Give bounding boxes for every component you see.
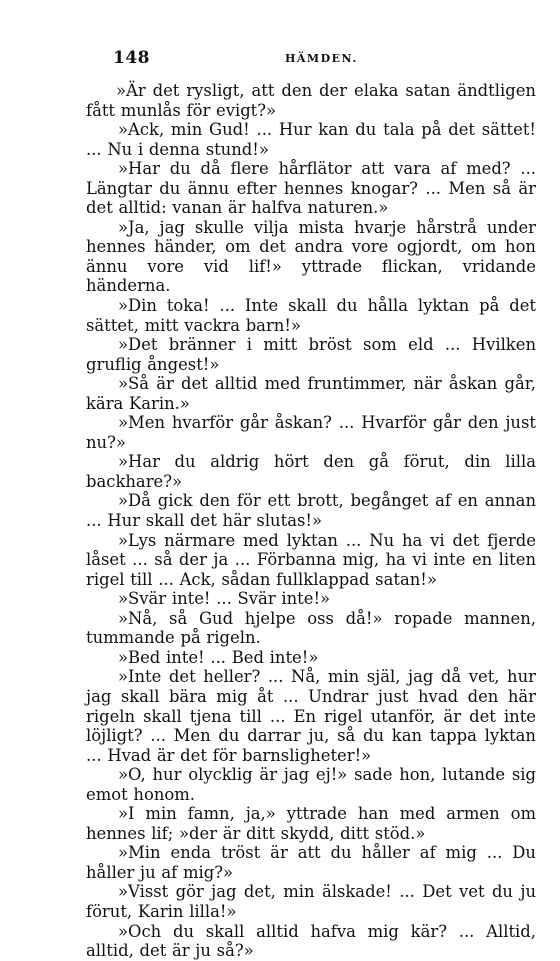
paragraph: »Din toka! ... Inte skall du hålla lyktan på det sättet, mitt vackra barn!»: [86, 296, 536, 335]
paragraph: »Så är det alltid med fruntimmer, när åskan går, kära Karin.»: [86, 374, 536, 413]
paragraph: »Inte det heller? ... Nå, min själ, jag då vet, hur jag skall bära mig åt ... Undrar just hvad den här rigeln skall tjena till ... En rigel utanför, är det inte löjligt? ... Men du darrar ju, så du kan tappa lyktan ... Hvad är det för barnsligheter!»: [86, 667, 536, 765]
paragraph: »Har du aldrig hört den gå förut, din lilla backhare?»: [86, 452, 536, 491]
paragraph: »Min enda tröst är att du håller af mig ... Du håller ju af mig?»: [86, 843, 536, 882]
paragraph: »Men hvarför går åskan? ... Hvarför går den just nu?»: [86, 413, 536, 452]
page-number: 148: [113, 48, 150, 68]
paragraph: »Ack, min Gud! ... Hur kan du tala på det sättet! ... Nu i denna stund!»: [86, 120, 536, 159]
paragraph: »Har du då flere hårflätor att vara af med? ... Längtar du ännu efter hennes knogar? ... Men så är det alltid: vanan är halfva naturen.»: [86, 159, 536, 218]
running-title: HÄMDEN.: [285, 52, 358, 65]
paragraph: »Då gick den för ett brott, begånget af en annan ... Hur skall det här slutas!»: [86, 491, 536, 531]
paragraph: »I min famn, ja,» yttrade han med armen om hennes lif; »der är ditt skydd, ditt stöd.»: [86, 804, 536, 843]
paragraph: »Det bränner i mitt bröst som eld ... Hvilken gruflig ångest!»: [86, 335, 536, 374]
paragraph: »Lys närmare med lyktan ... Nu ha vi det fjerde låset ... så der ja ... Förbanna mig, ha vi inte en liten rigel till ... Ack, sådan fullklappad satan!»: [86, 530, 536, 589]
paragraph: »Nå, så Gud hjelpe oss då!» ropade mannen, tummande på rigeln.: [86, 608, 536, 648]
paragraph: »Bed inte! ... Bed inte!»: [118, 647, 319, 667]
paragraph: »Är det rysligt, att den der elaka satan ändtligen fått munlås för evigt?»: [86, 81, 536, 120]
body-text: [86, 81, 536, 961]
paragraph: »Och du skall alltid hafva mig kär? ... Alltid, alltid, det är ju så?»: [86, 921, 536, 961]
paragraph: »Svär inte! ... Svär inte!»: [118, 589, 331, 609]
paragraph: »Ja, jag skulle vilja mista hvarje hårstrå under hennes händer, om det andra vore ogjordt, om hon ännu vore vid lif!» yttrade flickan, vridande händerna.: [86, 217, 536, 296]
paragraph: »Visst gör jag det, min älskade! ... Det vet du ju förut, Karin lilla!»: [86, 882, 536, 921]
paragraph: »O, hur olycklig är jag ej!» sade hon, lutande sig emot honom.: [86, 765, 536, 804]
